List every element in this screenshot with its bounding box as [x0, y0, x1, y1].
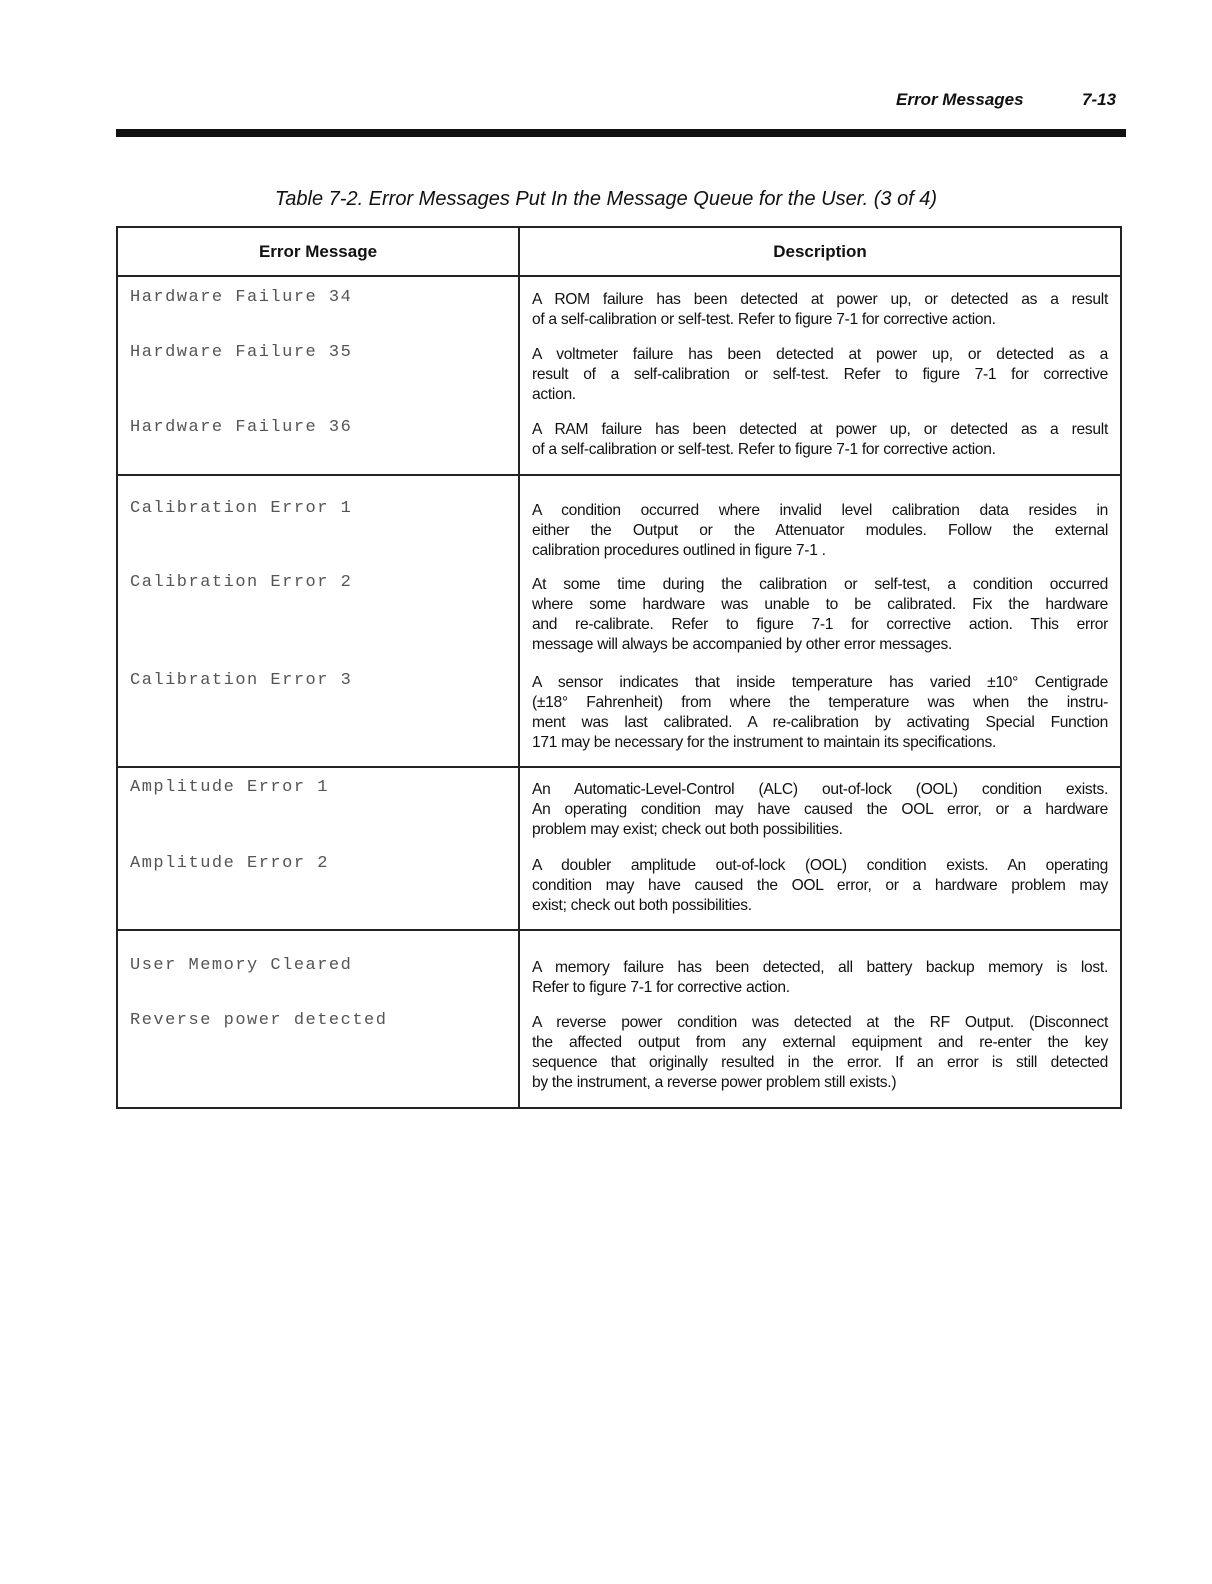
column-divider [518, 228, 520, 1107]
error-message: Reverse power detected [130, 1011, 388, 1030]
error-description [532, 1013, 1108, 1093]
description-line: A condition occurred where invalid level calibration data resides in [532, 502, 1108, 519]
error-description [532, 345, 1108, 405]
error-description [532, 290, 1108, 330]
error-description [532, 501, 1108, 561]
error-description [532, 673, 1108, 753]
description-line: problem may exist; check out both possibilities. [532, 821, 843, 838]
header-divider [118, 275, 1120, 277]
description-line: of a self-calibration or self-test. Refer to figure 7-1 for corrective action. [532, 441, 996, 458]
description-line: A ROM failure has been detected at power up, or detected as a result [532, 291, 1108, 308]
description-line: sequence that originally resulted in the error. If an error is still detected [532, 1054, 1108, 1071]
column-header-description: Description [773, 242, 867, 261]
error-message: Amplitude Error 1 [130, 778, 329, 797]
description-line: At some time during the calibration or self-test, a condition occurred [532, 576, 1108, 593]
description-line: (±18° Fahrenheit) from where the temperature was when the instru- [532, 694, 1108, 711]
error-description [532, 958, 1108, 998]
description-line: A RAM failure has been detected at power up, or detected as a result [532, 421, 1108, 438]
description-line: ment was last calibrated. A re-calibration by activating Special Function [532, 714, 1108, 731]
description-line: the affected output from any external equipment and re-enter the key [532, 1034, 1108, 1051]
description-line: of a self-calibration or self-test. Refer to figure 7-1 for corrective action. [532, 311, 996, 328]
description-line: Refer to figure 7-1 for corrective action. [532, 979, 790, 996]
description-line: message will always be accompanied by other error messages. [532, 636, 952, 653]
description-line: A reverse power condition was detected at the RF Output. (Disconnect [532, 1014, 1108, 1031]
error-description [532, 575, 1108, 655]
error-description [532, 780, 1108, 840]
error-message: Hardware Failure 36 [130, 418, 353, 437]
error-message: User Memory Cleared [130, 956, 353, 975]
page-number: 7-13 [1082, 90, 1117, 109]
description-line: calibration procedures outlined in figure 7-1 . [532, 542, 826, 559]
description-line: exist; check out both possibilities. [532, 897, 752, 914]
description-line: A sensor indicates that inside temperature has varied ±10° Centigrade [532, 674, 1108, 691]
group-divider [118, 766, 1120, 768]
description-line: An operating condition may have caused the OOL error, or a hardware [532, 801, 1108, 818]
description-line: by the instrument, a reverse power problem still exists.) [532, 1074, 897, 1091]
description-line: A memory failure has been detected, all battery backup memory is lost. [532, 959, 1108, 976]
description-line: condition may have caused the OOL error, or a hardware problem may [532, 877, 1108, 894]
running-header-section: Error Messages [896, 90, 1024, 109]
error-description [532, 420, 1108, 460]
error-message: Amplitude Error 2 [130, 854, 329, 873]
error-message: Calibration Error 2 [130, 573, 353, 592]
description-line: either the Output or the Attenuator modules. Follow the external [532, 522, 1108, 539]
error-message: Calibration Error 3 [130, 671, 353, 690]
error-message: Calibration Error 1 [130, 499, 353, 518]
error-description [532, 856, 1108, 916]
error-message: Hardware Failure 35 [130, 343, 353, 362]
group-divider [118, 474, 1120, 476]
description-line: 171 may be necessary for the instrument to maintain its specifications. [532, 734, 997, 751]
description-line: result of a self-calibration or self-test. Refer to figure 7-1 for corrective [532, 366, 1108, 383]
description-line: An Automatic-Level-Control (ALC) out-of-lock (OOL) condition exists. [532, 781, 1108, 798]
error-message: Hardware Failure 34 [130, 288, 353, 307]
description-line: A voltmeter failure has been detected at power up, or detected as a [532, 346, 1108, 363]
group-divider [118, 929, 1120, 931]
error-messages-table [116, 226, 1122, 1109]
description-line: action. [532, 386, 576, 403]
table-caption: Table 7-2. Error Messages Put In the Message Queue for the User. (3 of 4) [274, 188, 938, 210]
description-line: where some hardware was unable to be calibrated. Fix the hardware [532, 596, 1108, 613]
header-rule [116, 129, 1126, 137]
description-line: A doubler amplitude out-of-lock (OOL) condition exists. An operating [532, 857, 1108, 874]
description-line: and re-calibrate. Refer to figure 7-1 for corrective action. This error [532, 616, 1108, 633]
column-header-error-message: Error Message [258, 242, 378, 261]
